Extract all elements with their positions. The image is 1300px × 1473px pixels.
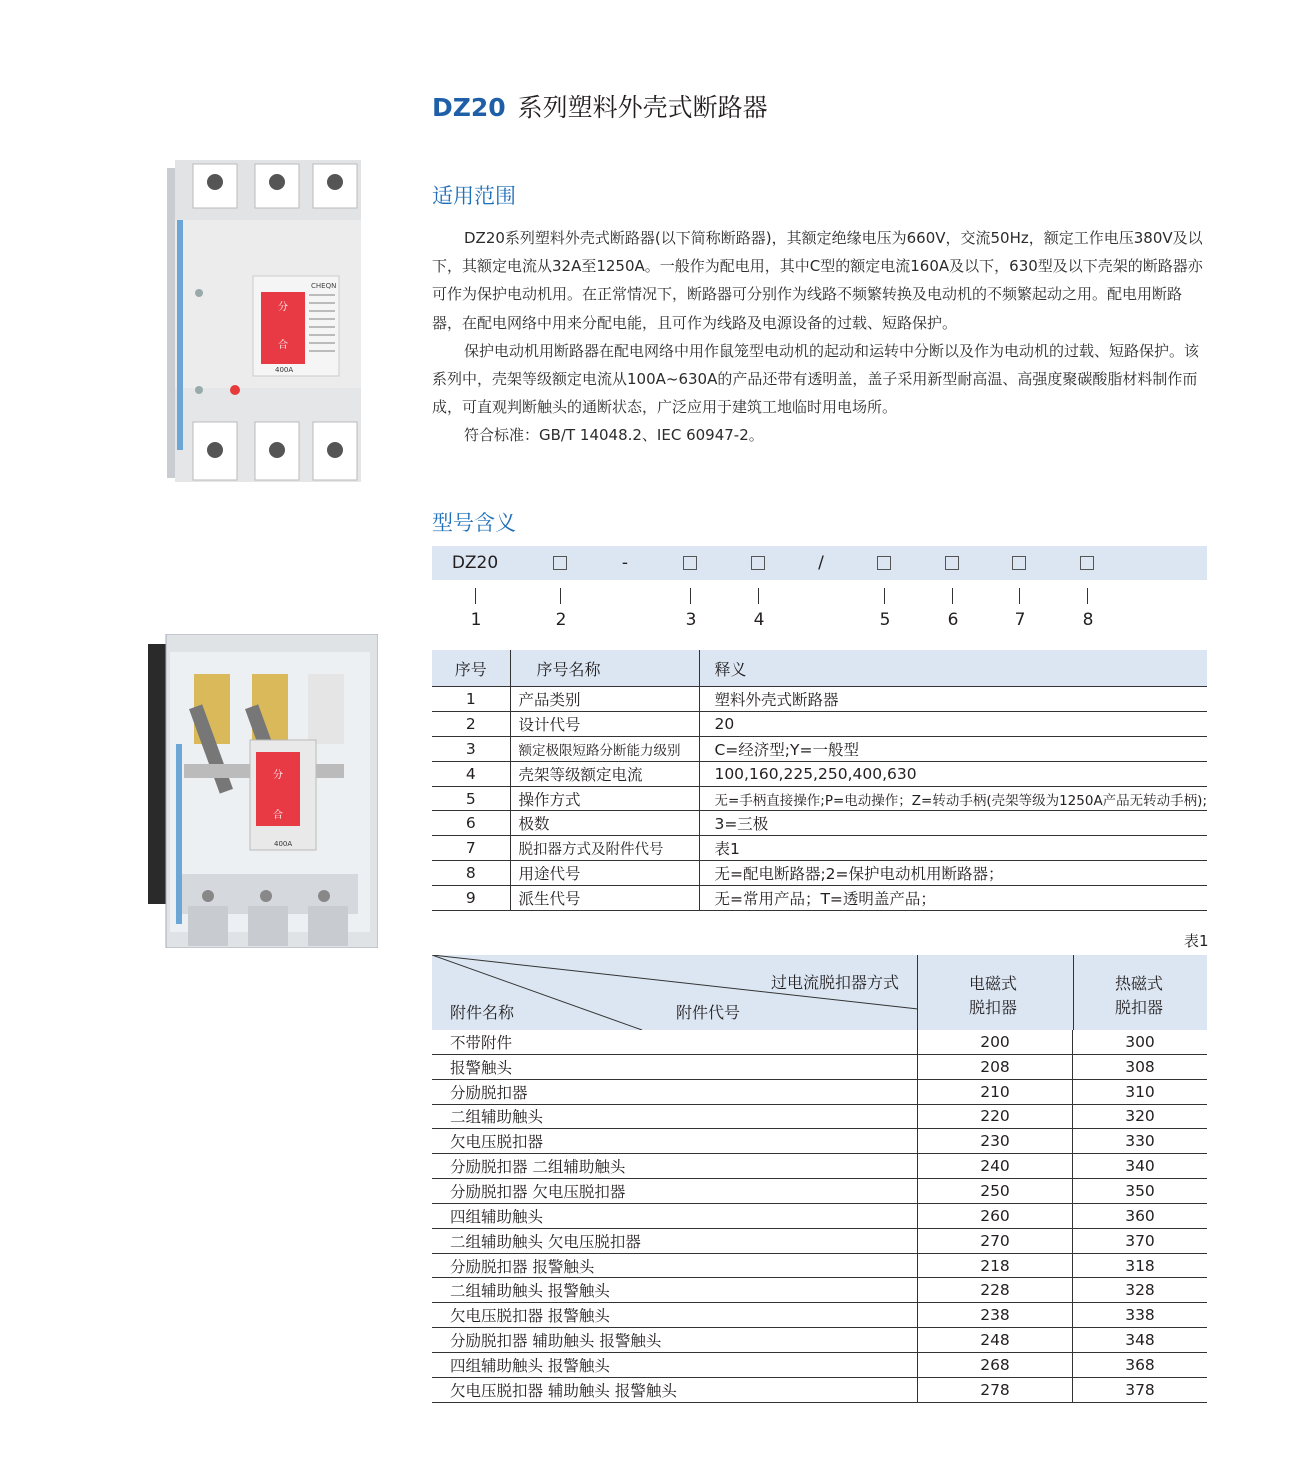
accessory-table-header [432,955,1207,1030]
cell-meaning: 无=配电断路器;2=保护电动机用断路器； [700,861,1207,886]
handle2-bottom-label: 合 [273,810,283,821]
table-row [432,1228,1207,1253]
intro-paragraph: 保护电动机用断路器在配电网络中用作鼠笼型电动机的起动和运转中分断以及作为电动机的过载、短路保护。该系列中，壳架等级额定电流从100A~630A的产品还带有透明盖，盖子采用新型耐高温、高强度聚碳酸脂材料制作而成，可直观判断触头的通断状态，广泛应用于建筑工地临时用电场所。 [432,341,1200,417]
table-row [432,711,1207,736]
cell-em-code: 238 [918,1303,1073,1328]
code-slash: / [818,553,824,573]
cell-accessory: 二组辅助触头 报警触头 [432,1278,918,1303]
code-position-number: 1 [470,610,482,630]
cell-th-code: 348 [1073,1328,1208,1353]
table-row [432,1030,1207,1054]
cell-meaning: 无=手柄直接操作;P=电动操作；Z=转动手柄(壳架等级为1250A产品无转动手柄); [700,786,1207,811]
cell-th-code: 330 [1073,1129,1208,1154]
code-position-number: 6 [947,610,959,630]
table-row [432,811,1207,836]
cell-accessory: 欠电压脱扣器 报警触头 [432,1303,918,1328]
cell-name: 脱扣器方式及附件代号 [510,836,700,861]
intro-text [432,224,1208,450]
table-row [432,1079,1207,1104]
code-position-number: 7 [1014,610,1026,630]
code-position-number: 2 [555,610,567,630]
cell-accessory: 分励脱扣器 二组辅助触头 [432,1154,918,1179]
table-row [432,861,1207,886]
header-seq-name: 序号名称 [510,650,700,687]
breaker-product-image [163,160,368,482]
cell-seq: 8 [432,861,510,886]
cell-em-code: 230 [918,1129,1073,1154]
cell-th-code: 370 [1073,1228,1208,1253]
cell-em-code: 278 [918,1377,1073,1402]
cell-accessory: 欠电压脱扣器 辅助触头 报警触头 [432,1377,918,1402]
table-row [432,1377,1207,1402]
table-row [432,736,1207,761]
handle2-top-label: 分 [273,770,283,781]
cell-em-code: 240 [918,1154,1073,1179]
cell-th-code: 328 [1073,1278,1208,1303]
cell-accessory: 分励脱扣器 [432,1079,918,1104]
cell-name: 设计代号 [510,711,700,736]
header-accessory-code: 附件代号 [676,1003,741,1022]
cell-accessory: 不带附件 [432,1030,918,1054]
cell-accessory: 欠电压脱扣器 [432,1129,918,1154]
header-meaning: 释义 [700,650,1207,687]
code-box [1012,556,1026,570]
table-row [432,1278,1207,1303]
section-heading-model: 型号含义 [432,511,516,535]
header-accessory-name: 附件名称 [450,1003,515,1022]
title-model: DZ20 [432,93,506,122]
cell-em-code: 270 [918,1228,1073,1253]
table-row [432,1154,1207,1179]
cell-em-code: 210 [918,1079,1073,1104]
intro-paragraph: 符合标准：GB/T 14048.2、IEC 60947-2。 [464,426,764,445]
cell-th-code: 300 [1073,1030,1208,1054]
code-position-number: 4 [753,610,765,630]
table-row [432,1303,1207,1328]
cell-em-code: 208 [918,1054,1073,1079]
table-row [432,1352,1207,1377]
cell-th-code: 368 [1073,1352,1208,1377]
cell-accessory: 四组辅助触头 报警触头 [432,1352,918,1377]
cell-seq: 9 [432,886,510,911]
cell-name: 用途代号 [510,861,700,886]
table-label: 表1 [1184,932,1209,950]
cell-accessory: 分励脱扣器 报警触头 [432,1253,918,1278]
cell-meaning: 塑料外壳式断路器 [700,687,1207,712]
handle-bottom-label: 合 [278,340,288,351]
cell-th-code: 338 [1073,1303,1208,1328]
cell-em-code: 268 [918,1352,1073,1377]
section-heading-scope: 适用范围 [432,184,516,208]
code-box [945,556,959,570]
header-trip-type: 过电流脱扣器方式 [771,973,900,992]
cell-th-code: 318 [1073,1253,1208,1278]
code-box [877,556,891,570]
table-header-row [432,650,1207,687]
cell-seq: 4 [432,761,510,786]
transparent-breaker-product-image [148,634,378,948]
cell-em-code: 260 [918,1203,1073,1228]
cell-th-code: 310 [1073,1079,1208,1104]
cell-name: 派生代号 [510,886,700,911]
cell-accessory: 分励脱扣器 欠电压脱扣器 [432,1179,918,1204]
header-em-line2: 脱扣器 [969,998,1018,1017]
header-th-line2: 脱扣器 [1115,998,1164,1017]
cell-meaning: 表1 [700,836,1207,861]
code-box [751,556,765,570]
header-seq: 序号 [432,650,510,687]
cell-name: 操作方式 [510,786,700,811]
table-row [432,687,1207,712]
rating2-label: 400A [274,840,293,848]
code-prefix: DZ20 [451,553,499,573]
code-position-number: 8 [1082,610,1094,630]
cell-em-code: 248 [918,1328,1073,1353]
accessory-code-table [432,1030,1207,1403]
cell-seq: 1 [432,687,510,712]
table-row [432,1328,1207,1353]
cell-th-code: 340 [1073,1154,1208,1179]
cell-em-code: 218 [918,1253,1073,1278]
cell-meaning: C=经济型;Y=一般型 [700,736,1207,761]
cell-accessory: 分励脱扣器 辅助触头 报警触头 [432,1328,918,1353]
code-box [553,556,567,570]
code-box [683,556,697,570]
cell-em-code: 220 [918,1104,1073,1129]
cell-meaning: 100,160,225,250,400,630 [700,761,1207,786]
cell-seq: 7 [432,836,510,861]
table-row [432,1129,1207,1154]
model-meaning-table [432,650,1207,911]
cell-th-code: 350 [1073,1179,1208,1204]
code-position-number: 5 [879,610,891,630]
cell-name: 产品类别 [510,687,700,712]
cell-name: 壳架等级额定电流 [510,761,700,786]
cell-th-code: 320 [1073,1104,1208,1129]
cell-accessory: 二组辅助触头 欠电压脱扣器 [432,1228,918,1253]
cell-meaning: 无=常用产品；T=透明盖产品； [700,886,1207,911]
brand-label: CHEQN [311,282,337,290]
table-row [432,761,1207,786]
title-name: 系列塑料外壳式断路器 [517,93,768,122]
code-position-number: 3 [685,610,697,630]
table-row [432,836,1207,861]
cell-seq: 6 [432,811,510,836]
header-th-line1: 热磁式 [1115,974,1164,993]
cell-name: 额定极限短路分断能力级别 [510,736,700,761]
cell-seq: 2 [432,711,510,736]
table-row [432,1253,1207,1278]
table-row [432,1054,1207,1079]
indicator-light [230,385,240,395]
header-em-line1: 电磁式 [969,974,1018,993]
cell-em-code: 228 [918,1278,1073,1303]
intro-paragraph: DZ20系列塑料外壳式断路器(以下简称断路器)，其额定绝缘电压为660V，交流50Hz，额定工作电压380V及以下，其额定电流从32A至1250A。一般作为配电用，其中C型的额定电流160A及以下，630型及以下壳架的断路器亦可作为保护电动机用。在正常情况下，断路器可分别作为线路不频繁转换及电动机的不频繁起动之用。配电用断路器，在配电网络中用来分配电能，且可作为线路及电源设备的过载、短路保护。 [432,229,1203,332]
cell-th-code: 308 [1073,1054,1208,1079]
table-row [432,786,1207,811]
cell-em-code: 250 [918,1179,1073,1204]
table-row [432,886,1207,911]
code-dash: - [621,553,629,573]
cell-th-code: 378 [1073,1377,1208,1402]
cell-accessory: 四组辅助触头 [432,1203,918,1228]
cell-meaning: 20 [700,711,1207,736]
cell-em-code: 200 [918,1030,1073,1054]
code-box [1080,556,1094,570]
handle-top-label: 分 [278,302,288,313]
cell-name: 极数 [510,811,700,836]
page-title [432,88,768,124]
table-row [432,1104,1207,1129]
table-row [432,1179,1207,1204]
cell-seq: 5 [432,786,510,811]
model-code-bar [432,546,1207,580]
cell-seq: 3 [432,736,510,761]
cell-meaning: 3=三极 [700,811,1207,836]
table-row [432,1203,1207,1228]
cell-th-code: 360 [1073,1203,1208,1228]
cell-accessory: 二组辅助触头 [432,1104,918,1129]
rating-label: 400A [275,366,294,374]
cell-accessory: 报警触头 [432,1054,918,1079]
